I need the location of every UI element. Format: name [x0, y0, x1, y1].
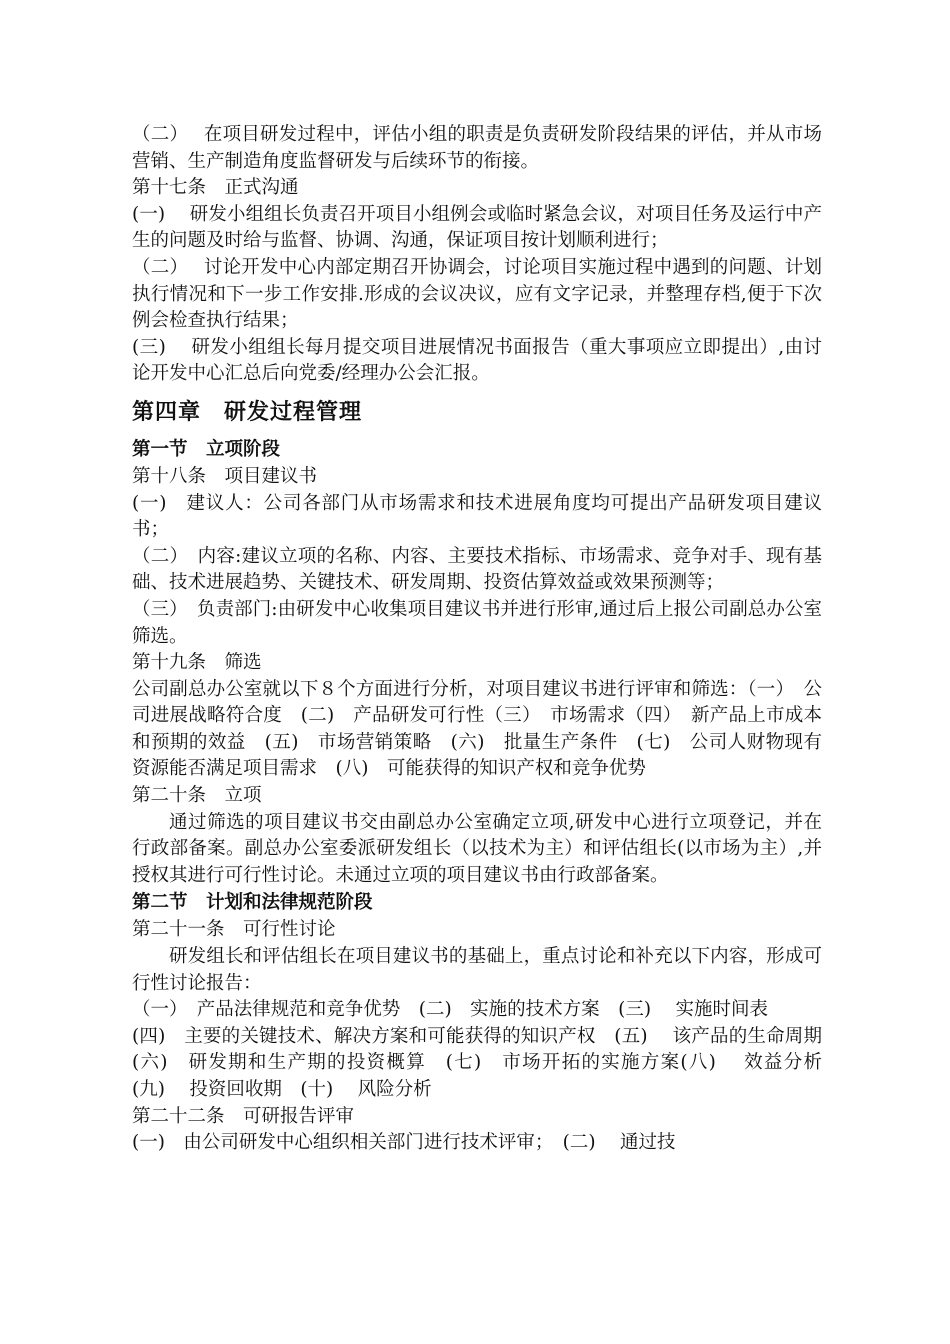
paragraph: (三) 研发小组组长每月提交项目进展情况书面报告（重大事项应立即提出）,由讨论开发中心汇总后向党委/经理办公会汇报。 — [132, 336, 822, 385]
paragraph: (四) 主要的关键技术、解决方案和可能获得的知识产权 (五) 该产品的生命周期 (六) 研发期和生产期的投资概算 (七) 市场开拓的实施方案(八) 效益分析 (九) 投资回收期 (十) 风险分析 — [132, 1025, 841, 1100]
paragraph: (一) 由公司研发中心组织相关部门进行技术评审； (二) 通过技 — [132, 1132, 676, 1154]
paragraph: （一） 产品法律规范和竞争优势 (二) 实施的技术方案 (三) 实施时间表 — [132, 999, 769, 1021]
paragraph: (一) 建议人：公司各部门从市场需求和技术进展角度均可提出产品研发项目建议书； — [132, 492, 822, 541]
paragraph: 第十七条 正式沟通 — [132, 177, 299, 199]
paragraph: 第二十二条 可研报告评审 — [132, 1105, 355, 1127]
paragraph: （二） 在项目研发过程中，评估小组的职责是负责研发阶段结果的评估，并从市场营销、生产制造角度监督研发与后续环节的衔接。 — [132, 124, 822, 172]
section-heading: 第二节 计划和法律规范阶段 — [132, 892, 373, 914]
paragraph: 研发组长和评估组长在项目建议书的基础上，重点讨论和补充以下内容，形成可行性讨论报告： — [132, 946, 822, 994]
paragraph: 第二十一条 可行性讨论 — [132, 919, 336, 941]
chapter-heading: 第四章 研发过程管理 — [132, 399, 363, 425]
paragraph: （三） 负责部门:由研发中心收集项目建议书并进行形审,通过后上报公司副总办公室筛选。 — [132, 598, 822, 647]
paragraph: （二） 内容:建议立项的名称、内容、主要技术指标、市场需求、竞争对手、现有基础、技术进展趋势、关键技术、研发周期、投资估算效益或效果预测等； — [132, 545, 822, 594]
paragraph: 公司副总办公室就以下８个方面进行分析，对项目建议书进行评审和筛选：（一） 公司进展战略符合度 (二) 产品研发可行性（三） 市场需求（四） 新产品上市成本和预期的效益 (五) 市场营销策略 (六) 批量生产条件 (七) 公司人财物现有资源能否满足项目需求 (八) 可能获得的知识产权和竞争优势 — [132, 678, 822, 780]
paragraph: (一) 研发小组组长负责召开项目小组例会或临时紧急会议，对项目任务及运行中产生的问题及时给与监督、协调、沟通，保证项目按计划顺利进行； — [132, 203, 822, 252]
paragraph: 第十八条 项目建议书 — [132, 465, 318, 487]
document-page — [132, 122, 841, 1157]
section-heading: 第一节 立项阶段 — [132, 438, 281, 460]
paragraph: 通过筛选的项目建议书交由副总办公室确定立项,研发中心进行立项登记，并在行政部备案。副总办公室委派研发组长（以技术为主）和评估组长(以市场为主）,并授权其进行可行性讨论。未通过立项的项目建议书由行政部备案。 — [132, 811, 822, 886]
paragraph: 第十九条 筛选 — [132, 652, 262, 674]
paragraph: 第二十条 立项 — [132, 785, 262, 807]
paragraph: （二） 讨论开发中心内部定期召开协调会，讨论项目实施过程中遇到的问题、计划执行情况和下一步工作安排.形成的会议决议，应有文字记录，并整理存档,便于下次例会检查执行结果； — [132, 256, 822, 332]
